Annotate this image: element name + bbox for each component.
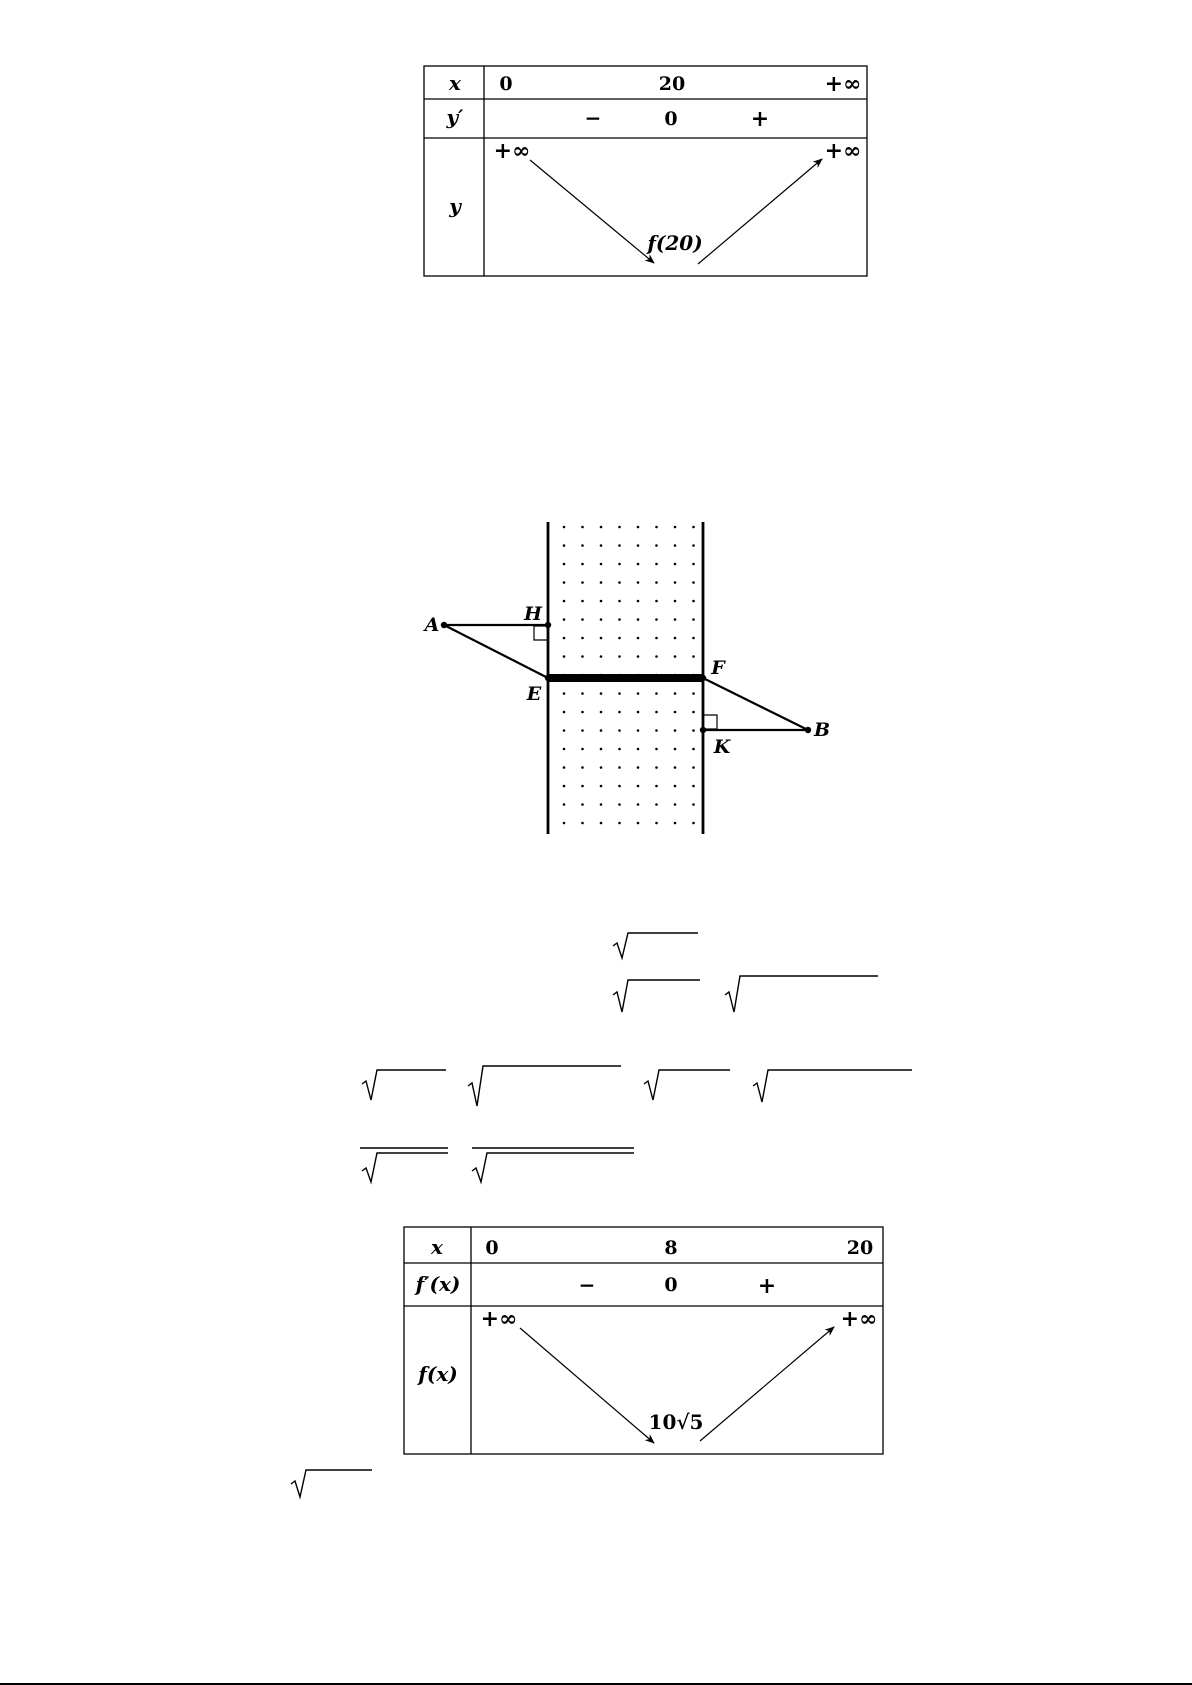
river-bridge-figure bbox=[0, 500, 1192, 860]
table-2-increasing-arrow bbox=[700, 1327, 834, 1441]
table-2-y-right: +∞ bbox=[840, 1306, 878, 1332]
radical-sign bbox=[291, 1470, 372, 1497]
label-b: B bbox=[813, 719, 831, 741]
label-e: E bbox=[526, 683, 542, 705]
radical-sign bbox=[644, 1070, 730, 1100]
label-h: H bbox=[524, 603, 542, 625]
table-1-function-label: y bbox=[449, 194, 461, 218]
table-2-sign-zero: 0 bbox=[664, 1274, 678, 1296]
variation-table-1 bbox=[0, 0, 1192, 300]
radical-sign bbox=[472, 1153, 634, 1182]
table-1-increasing-arrow bbox=[698, 159, 822, 264]
radical-sign bbox=[468, 1066, 621, 1106]
point-k bbox=[700, 727, 706, 733]
table-2-x-label: x bbox=[431, 1235, 443, 1259]
radical-sign bbox=[613, 933, 698, 958]
radical-sign bbox=[613, 980, 700, 1012]
table-1-y-left: +∞ bbox=[493, 138, 531, 164]
table-1-sign-minus: − bbox=[584, 106, 602, 130]
table-2-function-label: f(x) bbox=[418, 1362, 458, 1386]
table-2-sign-minus: − bbox=[578, 1273, 596, 1297]
table-1-y-minimum: f(20) bbox=[647, 231, 703, 255]
table-2-y-left: +∞ bbox=[480, 1306, 518, 1332]
point-a bbox=[441, 622, 447, 628]
point-e bbox=[545, 675, 551, 681]
right-angle-k bbox=[703, 715, 717, 729]
table-2-y-minimum: 10√5 bbox=[648, 1410, 704, 1434]
label-a: A bbox=[424, 614, 440, 636]
right-angle-h bbox=[534, 626, 548, 640]
table-1-sign-zero: 0 bbox=[664, 108, 678, 130]
label-k: K bbox=[713, 736, 731, 758]
table-1-sign-plus: + bbox=[750, 106, 770, 132]
table-1-y-right: +∞ bbox=[824, 138, 862, 164]
segment-fb bbox=[703, 678, 808, 730]
radical-sign bbox=[362, 1070, 446, 1100]
point-f bbox=[700, 675, 706, 681]
variation-table-2 bbox=[0, 1210, 1192, 1470]
radical-sign bbox=[725, 976, 878, 1012]
label-f: F bbox=[711, 657, 725, 679]
table-2-grid bbox=[404, 1227, 883, 1454]
segment-ae bbox=[444, 625, 548, 678]
table-2-derivative-label: f′(x) bbox=[415, 1272, 461, 1296]
radical-sign bbox=[753, 1070, 912, 1102]
table-2-x-start: 0 bbox=[485, 1237, 499, 1259]
table-1-x-end: +∞ bbox=[824, 71, 862, 97]
table-1-grid bbox=[424, 66, 867, 276]
table-2-x-critical: 8 bbox=[664, 1237, 678, 1259]
table-2-decreasing-arrow bbox=[520, 1328, 654, 1443]
table-1-x-start: 0 bbox=[499, 73, 513, 95]
table-1-x-critical: 20 bbox=[658, 73, 686, 95]
table-1-x-label: x bbox=[449, 71, 461, 95]
table-1-derivative-label: y′ bbox=[446, 105, 464, 129]
point-h bbox=[545, 622, 551, 628]
radical-sign bbox=[362, 1153, 448, 1182]
table-1-decreasing-arrow bbox=[530, 160, 654, 263]
table-2-sign-plus: + bbox=[757, 1273, 777, 1299]
point-b bbox=[805, 727, 811, 733]
table-2-x-end: 20 bbox=[846, 1237, 874, 1259]
